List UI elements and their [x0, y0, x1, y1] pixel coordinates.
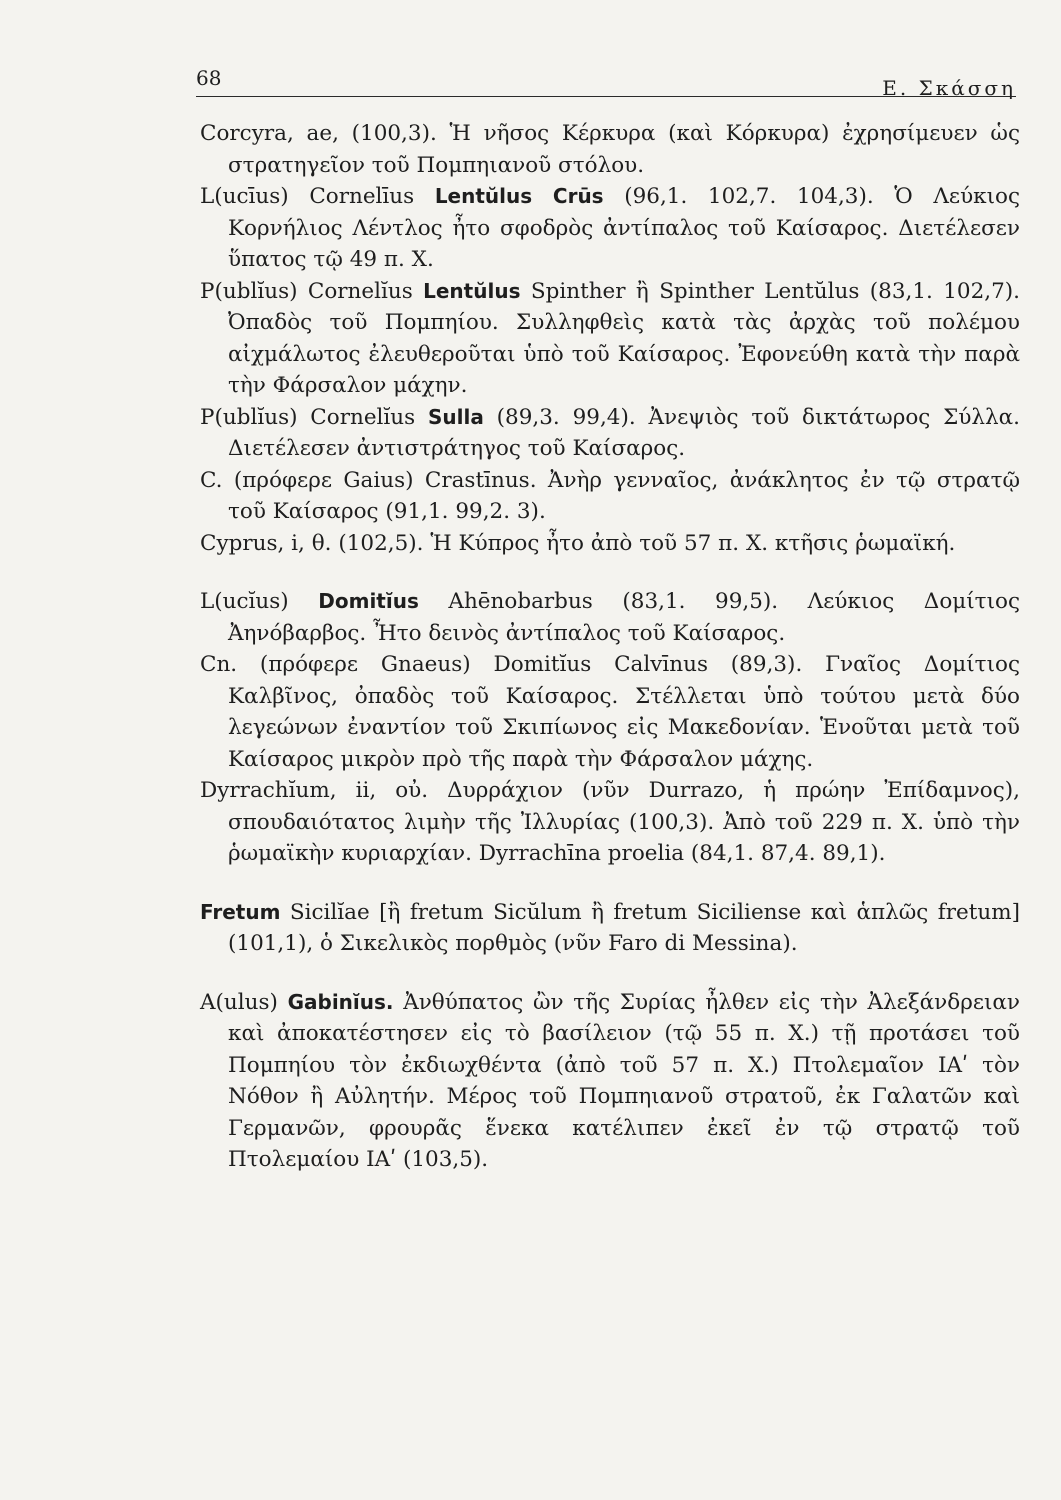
entry-definition: Spinther ἢ Spinther Lentŭlus (83,1. 102,7). Ὀπαδὸς τοῦ Πομπηίου. Συλληφθεὶς κατὰ τὰς ἀρχὰς τοῦ πολέμου αἰχμάλωτος ἐλευθεροῦται ὑπὸ τοῦ Καίσαρος. Ἐφονεύθη κατὰ τὴν παρὰ τὴν Φάρσαλον μάχην. [228, 278, 1020, 398]
glossary-body [200, 118, 1020, 1176]
entry-definition: Ahēnobarbus (83,1. 99,5). Λεύκιος Δομίτιος Ἀηνόβαρβος. Ἦτο δεινὸς ἀντίπαλος τοῦ Καίσαρος. [228, 589, 1020, 646]
entry-definition: (89,3. 99,4). Ἀνεψιὸς τοῦ δικτάτωρος Σύλλα. Διετέλεσεν ἀντιστράτηγος τοῦ Καίσαρος. [228, 404, 1021, 461]
entry-text: Corcyra, ae, (100,3). Ἡ νῆσος Κέρκυρα (καὶ Κόρκυρα) ἐχρησίμευεν ὡς στρατηγεῖον τοῦ Πομπηιανοῦ στόλου. [200, 121, 1020, 178]
entry-headword: Lentŭlus [423, 278, 521, 303]
entry-domitius-ahenobarbus [200, 586, 1020, 649]
entry-definition: Ἀνθύπατος ὢν τῆς Συρίας ἦλθεν εἰς τὴν Ἀλεξάνδρειαν καὶ ἀποκατέστησεν εἰς τὸ βασίλειον (τῷ 55 π. Χ.) τῇ προτάσει τοῦ Πομπηίου τὸν ἐκδιωχθέντα (ἀπὸ τοῦ 57 π. Χ.) Πτολεμαῖον ΙΑʹ τὸν Νόθον ἢ Αὐλητήν. Μέρος τοῦ Πομπηιανοῦ στρατοῦ, ἐκ Γαλατῶν καὶ Γερμανῶν, φρουρᾶς ἕνεκα κατέλιπεν ἐκεῖ ἐν τῷ στρατῷ τοῦ Πτολεμαίου ΙΑʹ (103,5). [228, 989, 1020, 1172]
entry-definition: Sicilĭae [ἢ fretum Sicŭlum ἢ fretum Siciliense καὶ ἁπλῶς fretum] (101,1), ὁ Σικελικὸς πορθμὸς (νῦν Faro di Messina). [228, 899, 1020, 956]
entry-cyprus [200, 528, 1020, 560]
entry-headword: Lentŭlus Crūs [434, 184, 604, 208]
entry-prefix: A(ulus) [200, 989, 288, 1015]
entry-prefix: L(ucĭus) [200, 589, 319, 614]
entry-text: C. (πρόφερε Gaius) Crastīnus. Ἀνὴρ γενναῖος, ἀνάκλητος ἐν τῷ στρατῷ τοῦ Καίσαρος (91,1. 99,2. 3). [200, 467, 1020, 524]
entry-text: Cn. (πρόφερε Gnaeus) Domitĭus Calvīnus (89,3). Γναῖος Δομίτιος Καλβῖνος, ὀπαδὸς τοῦ Καίσαρος. Στέλλεται ὑπὸ τούτου μετὰ δύο λεγεώνων ἐναντίον τοῦ Σκιπίωνος εἰς Μακεδονίαν. Ἑνοῦται μετὰ τοῦ Καίσαρος μικρὸν πρὸ τῆς παρὰ τὴν Φάρσαλον μάχης. [200, 652, 1020, 772]
page-number: 68 [196, 66, 222, 90]
entry-lentulus-spinther [200, 276, 1020, 402]
entry-definition: (96,1. 102,7. 104,3). Ὁ Λεύκιος Κορνήλιος Λέντλος ἦτο σφοδρὸς ἀντίπαλος τοῦ Καίσαρος. Διετέλεσεν ὕπατος τῷ 49 π. Χ. [228, 184, 1020, 272]
page-header [196, 66, 1016, 100]
entry-text: Dyrrachĭum, ii, οὐ. Δυρράχιον (νῦν Durrazo, ἡ πρώην Ἐπίδαμνος), σπουδαιότατος λιμὴν τῆς Ἰλλυρίας (100,3). Ἀπὸ τοῦ 229 π. Χ. ὑπὸ τὴν ῥωμαϊκὴν κυριαρχίαν. Dyrrachīna proelia (84,1. 87,4. 89,1). [200, 778, 1020, 866]
entry-fretum [200, 897, 1020, 960]
entry-corcyra [200, 118, 1020, 181]
entry-text: Cyprus, i, θ. (102,5). Ἡ Κύπρος ἦτο ἀπὸ τοῦ 57 π. Χ. κτῆσις ῥωμαϊκή. [200, 530, 956, 556]
entry-headword: Fretum [200, 899, 281, 924]
entry-prefix: P(ublĭus) Cornelĭus [200, 278, 424, 304]
entry-prefix: L(ucīus) Cornelīus [200, 184, 435, 209]
entry-prefix: P(ublĭus) Cornelĭus [200, 404, 428, 430]
entry-lentulus-crus [200, 181, 1020, 276]
entry-headword: Domitĭus [318, 589, 419, 613]
entry-sulla [200, 402, 1020, 465]
entry-gabinius [200, 987, 1020, 1176]
entry-headword: Sulla [428, 404, 484, 429]
running-head: Ε. Σκάσση [882, 76, 1016, 100]
entry-headword: Gabinĭus. [287, 989, 394, 1014]
entry-crastinus [200, 465, 1020, 528]
entry-domitius-calvinus [200, 649, 1020, 775]
entry-dyrrachium [200, 775, 1020, 870]
